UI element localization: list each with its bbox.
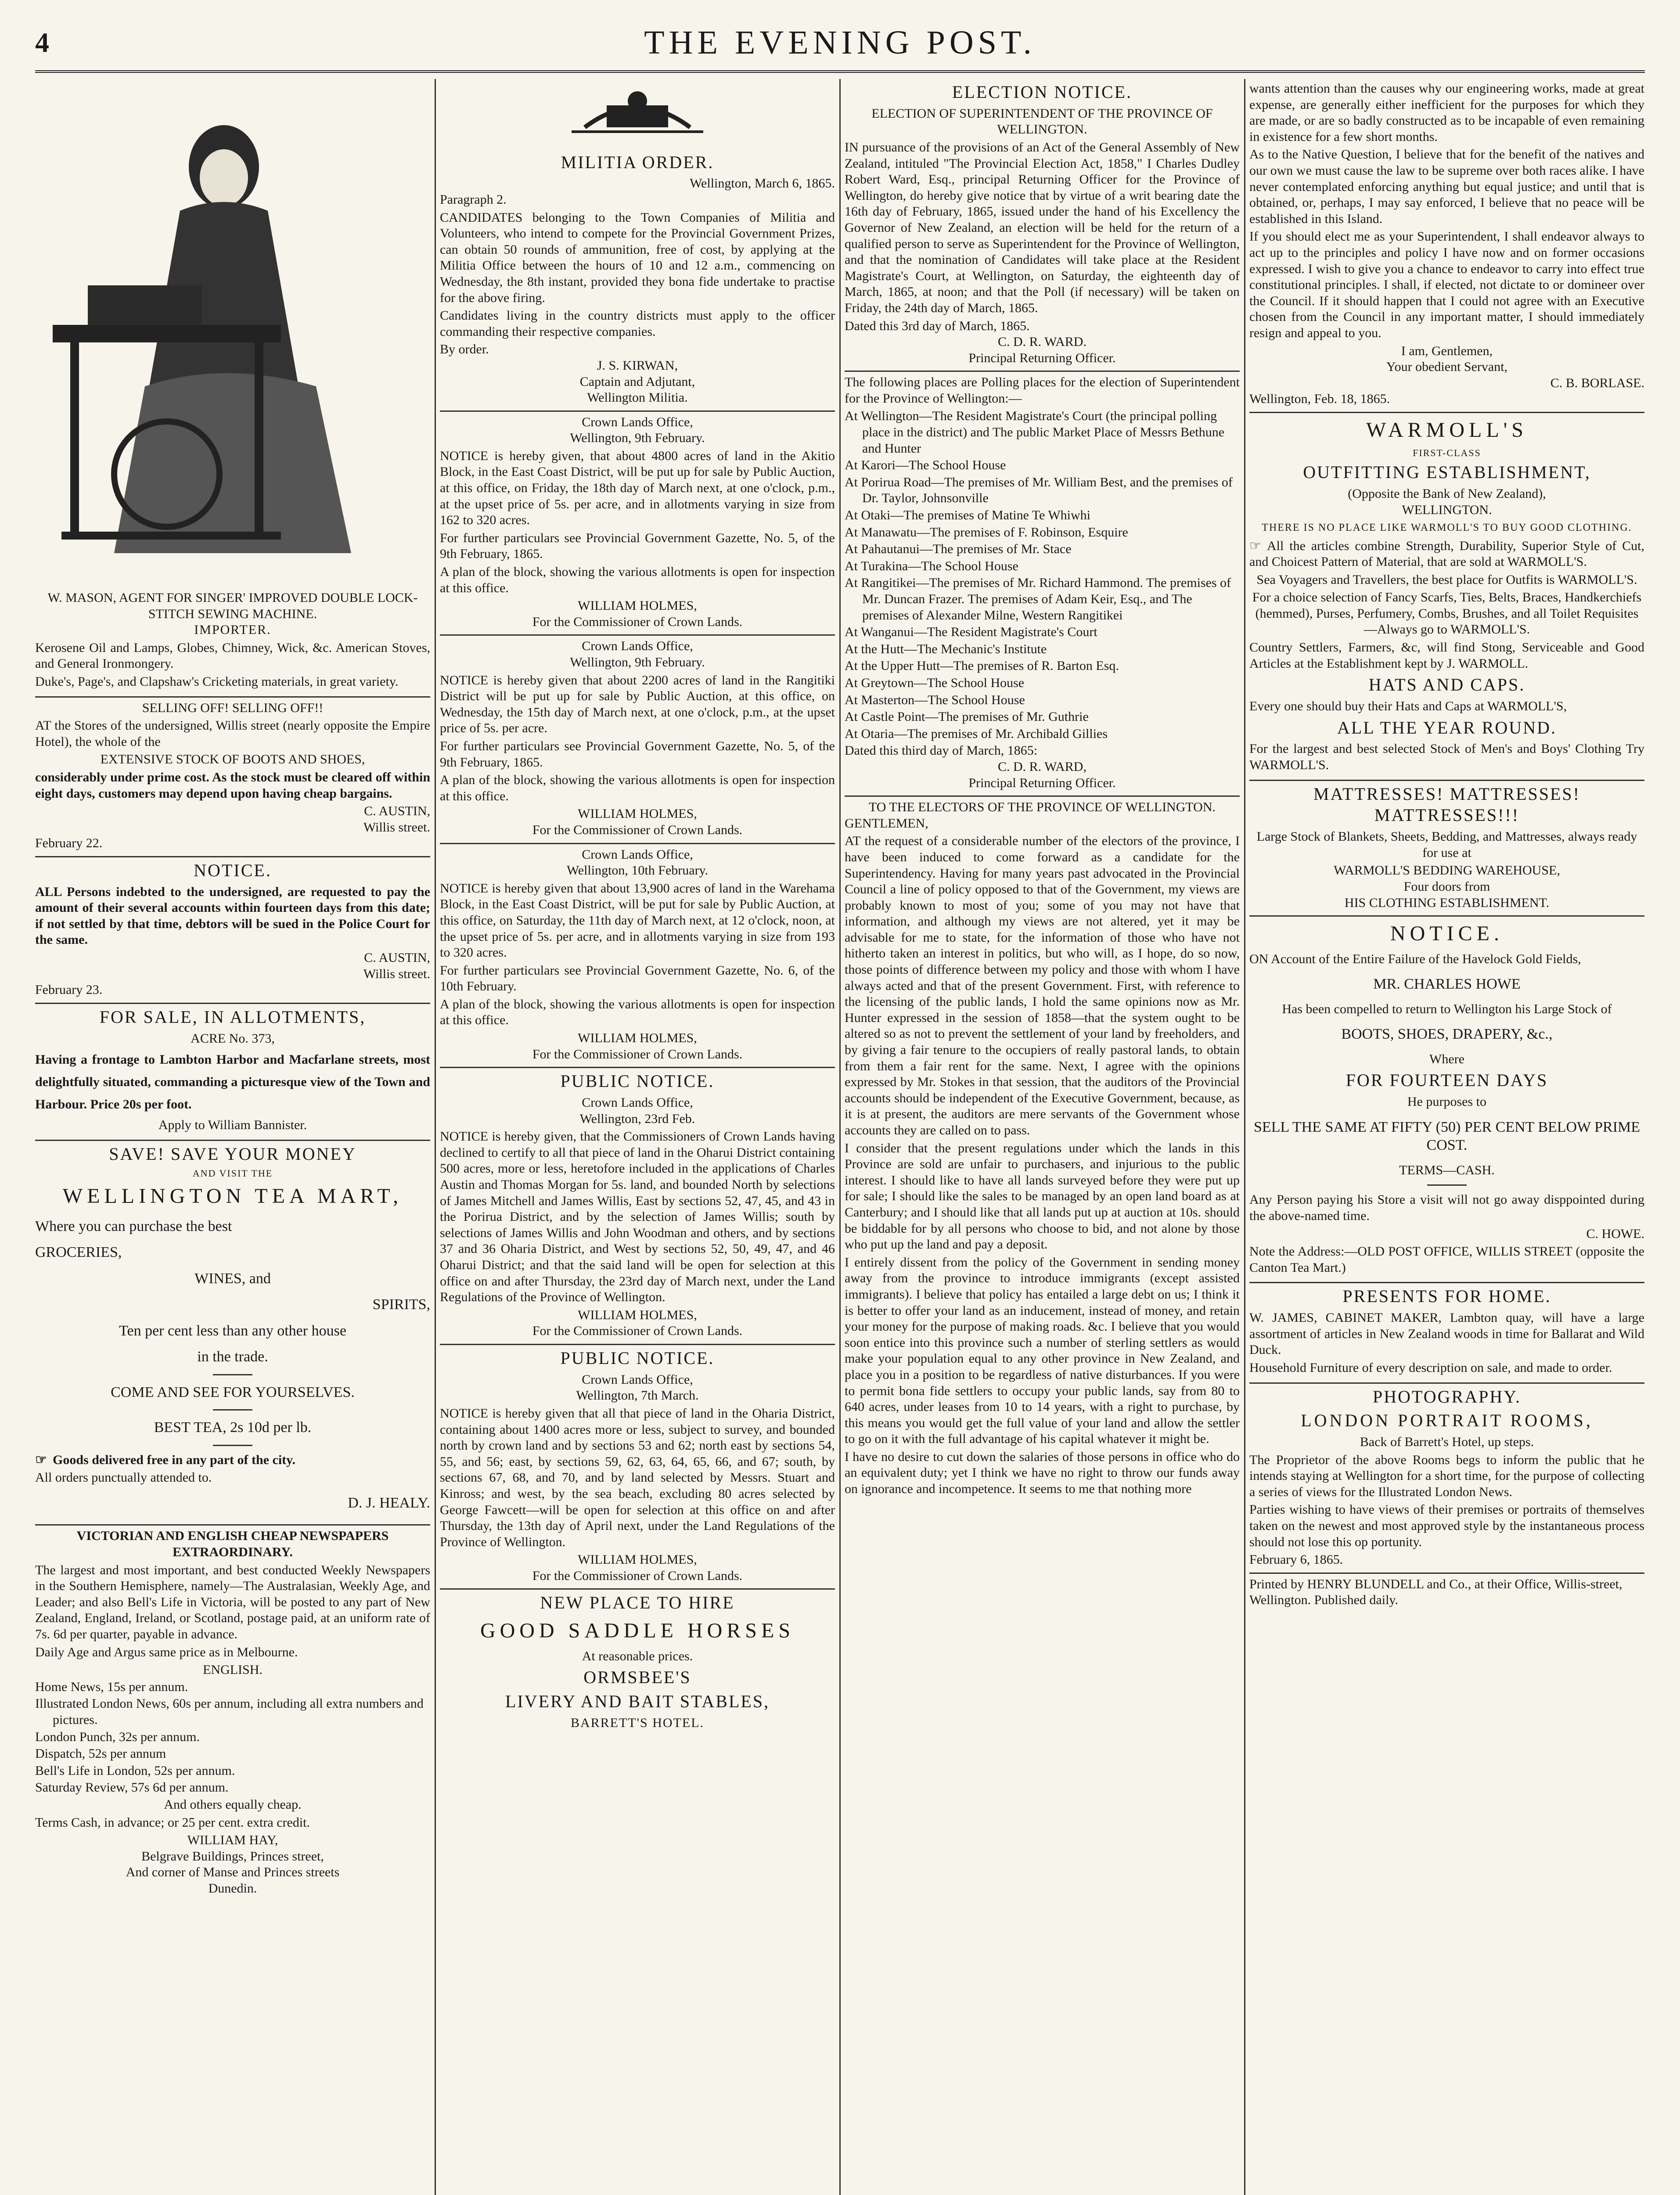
ad-closing: Your obedient Servant,: [1386, 360, 1508, 374]
ad-body: I entirely dissent from the policy of the Government in sending money away from the province to introduce immigrants (except assisted immigrants). I believe that policy has entailed a large debt on us; I think it is better to offer your land as an inducement, instead of money, and retain your money for the purpose of making roads. &c. I believe that you would soon entice into this province such a number of sterling settlers as would make your population equal to any other province in New Zealand, and place you in a position to be regardless of native disturbances. If you were to permit bona fide settlers to occupy your public lands, say from 80 to 640 acres, under leases from 10 to 14 years, with a right to purchase, by this means you would get the full value of your land and allow the settler to go on it with the full advantage of his capital whatever it might be.: [845, 1255, 1240, 1447]
list-item: Home News, 15s per annum.: [35, 1679, 188, 1694]
ad-victorian-newspapers: [35, 1528, 430, 1901]
column-3: [845, 79, 1240, 2195]
ad-body: Kerosene Oil and Lamps, Globes, Chimney, Wick, &c. American Stoves, and General Ironmongery.: [35, 640, 430, 671]
ad-subheading: AND VISIT THE: [192, 1167, 273, 1179]
column-2: [440, 79, 835, 2195]
ad-subheading: ENGLISH.: [203, 1662, 263, 1677]
ad-subheading: Crown Lands Office,: [582, 1095, 693, 1110]
ad-line: He purposes to: [1407, 1094, 1486, 1109]
ad-date: Wellington, 7th March.: [576, 1388, 699, 1403]
ad-motto: THERE IS NO PLACE LIKE WARMOLL'S TO BUY GOOD CLOTHING.: [1262, 522, 1632, 534]
ad-line: TERMS—CASH.: [1399, 1162, 1495, 1177]
list-item: At Wanganui—The Resident Magistrate's Court: [845, 625, 1097, 640]
ad-body: Duke's, Page's, and Clapshaw's Cricketing materials, in great variety.: [35, 674, 399, 689]
ad-heading: VICTORIAN AND ENGLISH CHEAP NEWSPAPERS EXTRAORDINARY.: [76, 1529, 389, 1560]
ad-heading: TO THE ELECTORS OF THE PROVINCE OF WELLINGTON.: [868, 800, 1216, 815]
ad-body: A plan of the block, showing the various allotments is open for inspection at this office.: [440, 997, 835, 1028]
ad-notice-austin: [35, 860, 430, 1004]
ad-saddle-horses: [440, 1592, 835, 1735]
ad-presents-for-home: [1249, 1286, 1644, 1383]
ad-signature: Principal Returning Officer.: [968, 775, 1116, 790]
ad-body: AT the request of a considerable number of the electors of the province, I have been induced to come forward as a candidate for the Superintendency. Having for many years past advocated in the Provincial Council a line of policy opposed to that of the Government, my views are probably known to most of you; some of you may not have that information, and although my views are not altered, yet it may be advisable for me to state, for the information of those who have not hitherto taken an interest in politics, but who will, as I hope, do so now, those points of difference between my policy and those with whom I have always acted and that of the present Government. First, with reference to the licensing of the public lands, I hold the same opinions now as Mr. Hunter expressed in the session of 1858—that the system ought to be altered so as not to prevent the settlement of your land by freeholders, and by giving a fair tenure to the occupiers of really pastoral lands, to obtain from them a fair rent for the same. Next, I agree with the opinions expressed by Mr. Stokes in that session, that the auditors of the Provincial accounts should be independent of the Executive Government, because, as it is at present, the auditors are mere servants of the Government whose accounts they are called on to pass.: [845, 834, 1240, 1138]
ad-signature: Willis street.: [363, 820, 430, 835]
list-item: Saturday Review, 57s 6d per annum.: [35, 1780, 229, 1795]
ad-line: SPIRITS,: [372, 1296, 430, 1313]
ad-signature: Principal Returning Officer.: [968, 350, 1116, 365]
list-item: At Pahautanui—The premises of Mr. Stace: [845, 542, 1072, 557]
ad-mason: [35, 590, 430, 698]
ad-line: [1249, 538, 1644, 570]
ad-body: All the articles combine Strength, Durability, Superior Style of Cut, and Choicest Pattern of Material, that are sold at WARMOLL'S.: [1249, 538, 1644, 569]
ad-body: Having a frontage to Lambton Harbor and Macfarlane streets, most delightfully situated, commanding a picturesque view of the Town and Harbour. Price 20s per foot.: [35, 1052, 430, 1112]
ad-body: For a choice selection of Fancy Scarfs, Ties, Belts, Braces, Handkerchiefs (hemmed), Purses, Perfumery, Combs, Brushes, and all Toilet Requisites—Always go to WARMOLL'S.: [1252, 590, 1642, 637]
ad-for-sale: [35, 1007, 430, 1141]
ad-signature: J. S. KIRWAN,: [597, 358, 678, 373]
ad-election-notice: [845, 82, 1240, 372]
ad-body: NOTICE is hereby given, that about 4800 acres of land in the Akitio Block, in the East Coast District, will be put up for sale by Public Auction, at this office, on Friday, the 18th day of March next, at one o'clock, p.m., at the upset price of 5s. per acre, and in allotments varying in size from 162 to 320 acres.: [440, 448, 835, 528]
list-item: At the Hutt—The Mechanic's Institute: [845, 641, 1047, 656]
ad-paragraph-label: Paragraph 2.: [440, 192, 507, 207]
woman-at-sewing-machine-icon: [35, 79, 421, 584]
ad-heading: PHOTOGRAPHY.: [1373, 1386, 1521, 1407]
ad-photography: [1249, 1386, 1644, 1574]
separator: [213, 1409, 252, 1411]
ad-signature: WILLIAM HOLMES,: [578, 1307, 697, 1322]
column-rule: [435, 79, 436, 2195]
list-item: At Turakina—The School House: [845, 558, 1018, 573]
ad-subheading: FIRST-CLASS: [1413, 447, 1481, 459]
ad-body: considerably under prime cost. As the stock must be cleared off within eight days, customers may depend upon having cheap bargains.: [35, 770, 430, 801]
ad-heading: SAVE! SAVE YOUR MONEY: [109, 1144, 356, 1164]
ad-apply: Apply to William Bannister.: [158, 1118, 307, 1133]
list-item: At Wellington—The Resident Magistrate's Court (the principal polling place in the district) and The public Market Place of Messrs Bethune and Hunter: [845, 409, 1225, 456]
ad-date: Dated this 3rd day of March, 1865.: [845, 318, 1030, 333]
ad-body: NOTICE is hereby given that about 13,900 acres of land in the Warehama Block, in the East Coast District, will be put for sale by Public Auction, at this office, on Saturday, the 11th day of March next, at 12 o'clock, noon, at the upset price of 5s. per acre, and in allotments varying in size from 193 to 320 acres.: [440, 881, 835, 960]
ad-subheading: At reasonable prices.: [582, 1648, 693, 1663]
ad-selling-off: [35, 700, 430, 857]
ad-public-notice-1: [440, 1071, 835, 1345]
ad-signature: And corner of Manse and Princes streets: [126, 1865, 340, 1880]
ad-body: As to the Native Question, I believe that for the benefit of the natives and our own we must cause the law to be supreme over both races alike. I have never contemplated enforcing anything but equal justice; and until that is obtained, or, perhaps, I may say enforced, I believe that no peace will be established in this Island.: [1249, 147, 1644, 226]
ad-heading: Crown Lands Office,: [582, 847, 693, 862]
ad-signature: For the Commissioner of Crown Lands.: [532, 1324, 743, 1339]
ad-body: ALL Persons indebted to the undersigned, are requested to pay the amount of their several accounts within fourteen days from this date; if not settled by that time, debtors will be sued in the Police Court for the same.: [35, 884, 430, 947]
ad-signature: For the Commissioner of Crown Lands.: [532, 1047, 743, 1062]
ad-date: February 6, 1865.: [1249, 1552, 1343, 1567]
separator: [213, 1374, 252, 1375]
ad-line: COME AND SEE FOR YOURSELVES.: [111, 1384, 355, 1400]
pointing-hand-icon: ☞: [35, 1452, 47, 1467]
ad-body: Country Settlers, Farmers, &c, will find Stong, Serviceable and Good Articles at the Establishment kept by J. WARMOLL.: [1249, 640, 1644, 671]
ad-signature: WILLIAM HOLMES,: [578, 1031, 697, 1046]
ad-subheading: HATS AND CAPS.: [1368, 675, 1525, 695]
ad-body: Household Furniture of every description on sale, and made to order.: [1249, 1360, 1612, 1375]
ad-body: Candidates living in the country districts must apply to the officer commanding their respective companies.: [440, 308, 835, 339]
ad-line: GROCERIES,: [35, 1244, 122, 1261]
ad-subheading: HIS CLOTHING ESTABLISHMENT.: [1344, 895, 1550, 910]
ad-body: IN pursuance of the provisions of an Act of the General Assembly of New Zealand, intituled "The Provincial Election Act, 1858," I Charles Dudley Robert Ward, Esq., principal Returning Officer for the Province of Wellington, do hereby give notice that by virtue of a writ bearing date the 16th day of February, 1865, issued under the hand of his Excellency the Governor of New Zealand, an election will be held for the return of a qualified person to serve as Superintendent for the Province of Wellington, and that the nomination of Candidates will take place at the Resident Magistrate's Court, at Wellington, on Saturday, the eighteenth day of March, 1865, at noon; and that the Poll (if necessary) will be taken on Friday, the 24th day of March, 1865.: [845, 140, 1240, 315]
ad-line: Where: [1429, 1051, 1464, 1066]
ad-heading: Crown Lands Office,: [582, 639, 693, 654]
ad-body: The largest and most important, and best conducted Weekly Newspapers in the Southern Hemisphere, namely—The Australasian, Weekly Age, and Leader; and also Bell's Life in Victoria, will be posted to any part of New Zealand, England, Ireland, or Scotland, postage paid, at an uniform rate of 7s. 6d per quarter, payable in advance.: [35, 1562, 430, 1641]
ad-by-order: By order.: [440, 342, 489, 357]
ad-body: Terms Cash, in advance; or 25 per cent. extra credit.: [35, 1815, 310, 1830]
ad-line: All orders punctually attended to.: [35, 1470, 212, 1485]
ad-delivery: Goods delivered free in any part of the city.: [53, 1452, 296, 1467]
ad-subheading: Crown Lands Office,: [582, 1372, 693, 1387]
pointing-hand-icon: ☞: [1249, 538, 1261, 553]
ad-salutation: GENTLEMEN,: [845, 816, 928, 831]
ad-heading: ELECTION NOTICE.: [952, 82, 1133, 102]
ad-subheading: Four doors from: [1403, 879, 1490, 894]
ad-electors-continued: [1249, 81, 1644, 413]
ad-heading: NOTICE.: [194, 860, 272, 880]
list-item: At Manawatu—The premises of F. Robinson, Esquire: [845, 525, 1128, 540]
ad-heading: PRESENTS FOR HOME.: [1342, 1286, 1551, 1306]
ad-signature: WILLIAM HOLMES,: [578, 1552, 697, 1567]
ad-heading: Crown Lands Office,: [582, 414, 693, 429]
ad-mattresses: [1249, 784, 1644, 917]
list-item: At Otaki—The premises of Matine Te Whiwhi: [845, 508, 1091, 523]
ad-address: Note the Address:—OLD POST OFFICE, WILLIS STREET (opposite the Canton Tea Mart.): [1249, 1244, 1644, 1275]
ad-line: [35, 1452, 430, 1468]
ad-title: OUTFITTING ESTABLISHMENT,: [1303, 462, 1591, 482]
ad-line: SELL THE SAME AT FIFTY (50) PER CENT BELOW PRIME COST.: [1254, 1119, 1640, 1154]
ad-body: NOTICE is hereby given that about 2200 acres of land in the Rangitiki District will be put up for sale by Public Auction, at this office, on Wednesday, the 15th day of March next, at one o'clock, p.m., at the upset price of 5s. per acre.: [440, 673, 835, 736]
ad-heading: NEW PLACE TO HIRE: [540, 1593, 735, 1613]
ad-date: Wellington, 23rd Feb.: [579, 1111, 695, 1126]
ad-line: Has been compelled to return to Wellington his Large Stock of: [1282, 1001, 1612, 1016]
ad-line: LIVERY AND BAIT STABLES,: [505, 1691, 770, 1712]
list-item: Bell's Life in London, 52s per annum.: [35, 1763, 235, 1778]
ad-address: (Opposite the Bank of New Zealand),: [1348, 486, 1546, 501]
ad-body: For further particulars see Provincial Government Gazette, No. 5, of the 9th February, 1865.: [440, 530, 835, 561]
ad-signature: Captain and Adjutant,: [579, 374, 695, 389]
page-number: 4: [35, 27, 49, 58]
ad-signature: WILLIAM HAY,: [187, 1833, 278, 1848]
ad-body: For the largest and best selected Stock of Men's and Boys' Clothing Try WARMOLL'S.: [1249, 741, 1644, 773]
ad-signature: Wellington Militia.: [587, 390, 688, 405]
ad-date: February 22.: [35, 836, 103, 851]
ad-signature: WILLIAM HOLMES,: [578, 598, 697, 613]
list-item: Illustrated London News, 60s per annum, including all extra numbers and pictures.: [35, 1696, 424, 1727]
ad-tea-mart: [35, 1144, 430, 1526]
ad-heading: MATTRESSES! MATTRESSES! MATTRESSES!!!: [1313, 784, 1580, 825]
ad-date: Dated this third day of March, 1865:: [845, 743, 1038, 758]
ad-body: Large Stock of Blankets, Sheets, Bedding, and Mattresses, always ready for use at: [1256, 829, 1637, 860]
ad-signature: C. AUSTIN,: [364, 950, 430, 965]
ad-line: in the trade.: [197, 1349, 268, 1365]
ad-body: W. JAMES, CABINET MAKER, Lambton quay, will have a large assortment of articles in New Zealand woods in time for Ballarat and Wild Duck.: [1249, 1310, 1644, 1357]
list-item: Dispatch, 52s per annum: [35, 1746, 166, 1761]
ad-militia-order: [440, 152, 835, 412]
ad-line: WINES, and: [194, 1270, 271, 1287]
ad-subheading: IMPORTER.: [194, 623, 271, 637]
ad-line: BOOTS, SHOES, DRAPERY, &c.,: [1341, 1026, 1553, 1043]
ad-signature: For the Commissioner of Crown Lands.: [532, 822, 743, 837]
newspaper-page: [35, 18, 1645, 2195]
ad-signature: C. HOWE.: [1586, 1226, 1644, 1241]
ad-heading: MILITIA ORDER.: [561, 152, 714, 172]
ad-body: A plan of the block, showing the various allotments is open for inspection at this office.: [440, 565, 835, 595]
ad-heading: PUBLIC NOTICE.: [560, 1348, 715, 1368]
ad-heading: FOR SALE, IN ALLOTMENTS,: [99, 1007, 366, 1027]
ad-body: The Proprietor of the above Rooms begs to inform the public that he intends staying at Wellington for a short time, for the purpose of collecting a series of views for the Illustrated London News.: [1249, 1452, 1644, 1499]
ad-title: LONDON PORTRAIT ROOMS,: [1301, 1411, 1593, 1431]
ad-body: AT the Stores of the undersigned, Willis street (nearly opposite the Empire Hotel), the whole of the: [35, 718, 430, 749]
ad-body: wants attention than the causes why our engineering works, made at great expense, are generally either inefficient for the purposes for which they are made, or are so badly constructed as to be incapable of even remaining in existence for a few short months.: [1249, 81, 1644, 144]
ad-date: Wellington, 9th February.: [570, 431, 705, 446]
ad-title: GOOD SADDLE HORSES: [480, 1619, 795, 1643]
ad-body: Daily Age and Argus same price as in Melbourne.: [35, 1644, 298, 1659]
ad-title: WARMOLL'S BEDDING WAREHOUSE,: [1334, 863, 1560, 878]
ad-date: Wellington, Feb. 18, 1865.: [1249, 392, 1390, 407]
column-rule: [1244, 79, 1245, 2195]
ad-signature: For the Commissioner of Crown Lands.: [532, 614, 743, 629]
ad-subheading: ACRE No. 373,: [191, 1031, 275, 1046]
sewing-machine-illustration: [35, 79, 421, 584]
ad-body: NOTICE is hereby given, that the Commissioners of Crown Lands having declined to certify to all that piece of land in the Oharui District containing 500 acres, more or less, heretofore included in the applications of Charles Austin and Thomas Morgan for 5s. land, and bounded North by selections of James Mitchell and James Willis, East by sections 52, 47, 45, and 43 in the Porirua District, and by the selection of James Willis; south by selections of James Willis and John Woodman and others, and by sections 37 and 36 Oharia District, and West by sections 52, 50, 49, 47, and 46 Oharui District; and that the said land will be open for selection at this office on and after Thursday, the 23rd day of March next, under the Land Regulations of the Province of Wellington.: [440, 1129, 835, 1305]
ad-signature: Belgrave Buildings, Princes street,: [141, 1849, 324, 1864]
ad-subheading: ALL THE YEAR ROUND.: [1337, 717, 1557, 738]
list-item: At Karori—The School House: [845, 458, 1006, 473]
ad-title: WELLINGTON TEA MART,: [62, 1184, 403, 1208]
ad-closing: I am, Gentlemen,: [1401, 343, 1493, 358]
separator: [1427, 1184, 1467, 1186]
ad-polling-places: [845, 374, 1240, 797]
ad-signature: Willis street.: [363, 966, 430, 981]
ad-body: Every one should buy their Hats and Caps at WARMOLL'S,: [1249, 699, 1567, 714]
ad-body: If you should elect me as your Superintendent, I shall endeavor always to act up to the principles and policy I have now and on former occasions expressed. I wish to give you a chance to endeavor to carry into effect true constitutional principles. I shall, if elected, not dictate to or domineer over the Council. If it should happen that I could not agree with an Executive chosen from the Council in any important matter, I should immediately resign and appeal to you.: [1249, 229, 1644, 340]
list-item: At the Upper Hutt—The premises of R. Barton Esq.: [845, 658, 1119, 673]
column-1: [35, 79, 430, 2195]
ad-public-notice-2: [440, 1348, 835, 1590]
ad-body: Sea Voyagers and Travellers, the best place for Outfits is WARMOLL'S.: [1256, 572, 1637, 587]
ad-title: ELECTION OF SUPERINTENDENT OF THE PROVINCE OF WELLINGTON.: [871, 106, 1213, 137]
ad-body: For further particulars see Provincial Government Gazette, No. 6, of the 10th February.: [440, 963, 835, 994]
ad-body: I have no desire to cut down the salaries of those persons in office who do an equivalent duty; yet I think we have no right to throw our funds away on ignorance and incompetence. It seems to me that nothing more: [845, 1449, 1240, 1497]
list-item: At Porirua Road—The premises of Mr. William Best, and the premises of Dr. Taylor, Johnsonville: [845, 475, 1233, 506]
masthead: [35, 18, 1645, 73]
ad-crown-lands-3: [440, 847, 835, 1069]
ad-signature: C. D. R. WARD,: [998, 759, 1086, 774]
list-item: At Rangitikei—The premises of Mr. Richard Hammond. The premises of Mr. Duncan Frazer. The premises of Adam Keir, Esq., and The premises of Alexander Milne, Western Rangitikei: [845, 576, 1231, 623]
ad-line: BEST TEA, 2s 10d per lb.: [154, 1419, 312, 1436]
ad-heading: W. MASON, AGENT FOR SINGER' IMPROVED DOUBLE LOCK-STITCH SEWING MACHINE.: [47, 590, 418, 621]
ad-city: WELLINGTON.: [1402, 502, 1492, 517]
ad-line: MR. CHARLES HOWE: [1373, 976, 1521, 993]
ad-title: EXTENSIVE STOCK OF BOOTS AND SHOES,: [100, 752, 365, 767]
list-item: At Masterton—The School House: [845, 692, 1025, 707]
ad-signature: WILLIAM HOLMES,: [578, 806, 697, 821]
ad-body: Any Person paying his Store a visit will not go away disppointed during the above-named time.: [1249, 1192, 1644, 1223]
column-4: [1249, 79, 1644, 2195]
ad-signature: Dunedin.: [208, 1881, 257, 1896]
ad-heading: NOTICE.: [1390, 922, 1504, 946]
ad-signature: D. J. HEALY.: [348, 1494, 430, 1511]
ad-body: I consider that the present regulations under which the lands in this Province are sold are unfair to purchasers, and injurious to the public interest. I should like to have all lands surveyed before they were put up for sale; I should like the sales to be managed by an open land board as at Canterbury; and I should like that all lands put up at auction at 10s. should be biddable for by all persons who choose to bid, and not alone by those who put up the land and pay a deposit.: [845, 1141, 1240, 1252]
ad-line: Where you can purchase the best: [35, 1218, 232, 1235]
ad-body: NOTICE is hereby given that all that piece of land in the Oharia District, containing about 1400 acres more or less, subject to survey, and bounded north by crown land and by sections 53 and 62; north east by sections 54, 55, and 56; east, by sections 59, 62, 63, 64, 65, 66, and 67; south, by sections 67, 68, and 70, and by land selected by Messrs. Stuart and Kinross; and west, by the sea beach, excluding 80 acres selected by George Fawcett—will be open for selection at this office on and after Thursday, the 13th day of April next, under the Land Regulations of the Province of Wellington.: [440, 1406, 835, 1549]
columns: [35, 79, 1645, 2195]
newspaper-title: THE EVENING POST.: [644, 24, 1036, 61]
ad-crown-lands-1: [440, 414, 835, 636]
ad-signature: C. AUSTIN,: [364, 804, 430, 819]
list-item: London Punch, 32s per annum.: [35, 1729, 200, 1744]
ad-body: CANDIDATES belonging to the Town Companies of Militia and Volunteers, who intend to compete for the Provincial Government Prizes, can obtain 50 rounds of ammunition, free of cost, by applying at the Militia Office between the hours of 10 and 12 a.m., commencing on Wednesday, the 8th instant, provided they bona fide undertake to practise for the above firing.: [440, 210, 835, 305]
list-item: At Otaria—The premises of Mr. Archibald Gillies: [845, 726, 1108, 741]
ad-subheading: Back of Barrett's Hotel, up steps.: [1360, 1435, 1534, 1450]
ad-heading: SELLING OFF! SELLING OFF!!: [142, 700, 324, 715]
ad-signature: C. B. BORLASE.: [1550, 375, 1644, 390]
list-item: At Castle Point—The premises of Mr. Guthrie: [845, 709, 1089, 724]
ad-date: February 23.: [35, 982, 103, 997]
ad-signature: C. D. R. WARD.: [998, 335, 1086, 349]
ad-signature: For the Commissioner of Crown Lands.: [532, 1568, 743, 1583]
ad-body: And others equally cheap.: [164, 1797, 302, 1812]
imprint: Printed by HENRY BLUNDELL and Co., at their Office, Willis-street, Wellington. Published daily.: [1249, 1576, 1622, 1608]
ad-date: Wellington, March 6, 1865.: [690, 176, 835, 191]
militia-emblem-icon: [440, 79, 835, 145]
column-rule: [839, 79, 841, 2195]
ad-line: FOR FOURTEEN DAYS: [1345, 1070, 1548, 1090]
ad-warmolls-outfitting: [1249, 417, 1644, 781]
separator: [213, 1445, 252, 1446]
ad-date: Wellington, 9th February.: [570, 655, 705, 670]
ad-line: BARRETT'S HOTEL.: [570, 1716, 705, 1731]
ad-body: ON Account of the Entire Failure of the Havelock Gold Fields,: [1249, 951, 1581, 966]
ad-heading: PUBLIC NOTICE.: [560, 1071, 715, 1091]
list-item: At Greytown—The School House: [845, 675, 1025, 690]
ad-howe-notice: [1249, 921, 1644, 1283]
ad-body: The following places are Polling places for the election of Superintendent for the Province of Wellington:—: [845, 375, 1240, 406]
ad-crown-lands-2: [440, 638, 835, 844]
ad-to-the-electors: [845, 799, 1240, 1504]
ad-body: A plan of the block, showing the various allotments is open for inspection at this office.: [440, 773, 835, 803]
ad-body: For further particulars see Provincial Government Gazette, No. 5, of the 9th February, 1865.: [440, 738, 835, 770]
ad-line: Ten per cent less than any other house: [119, 1322, 346, 1339]
ad-heading: WARMOLL'S: [1366, 418, 1528, 442]
ad-line: ORMSBEE'S: [583, 1667, 691, 1688]
ad-body: Parties wishing to have views of their premises or portraits of themselves taken on the newest and most approved style by the instantaneous process should not lose this op portunity.: [1249, 1502, 1644, 1549]
ad-date: Wellington, 10th February.: [566, 863, 709, 878]
